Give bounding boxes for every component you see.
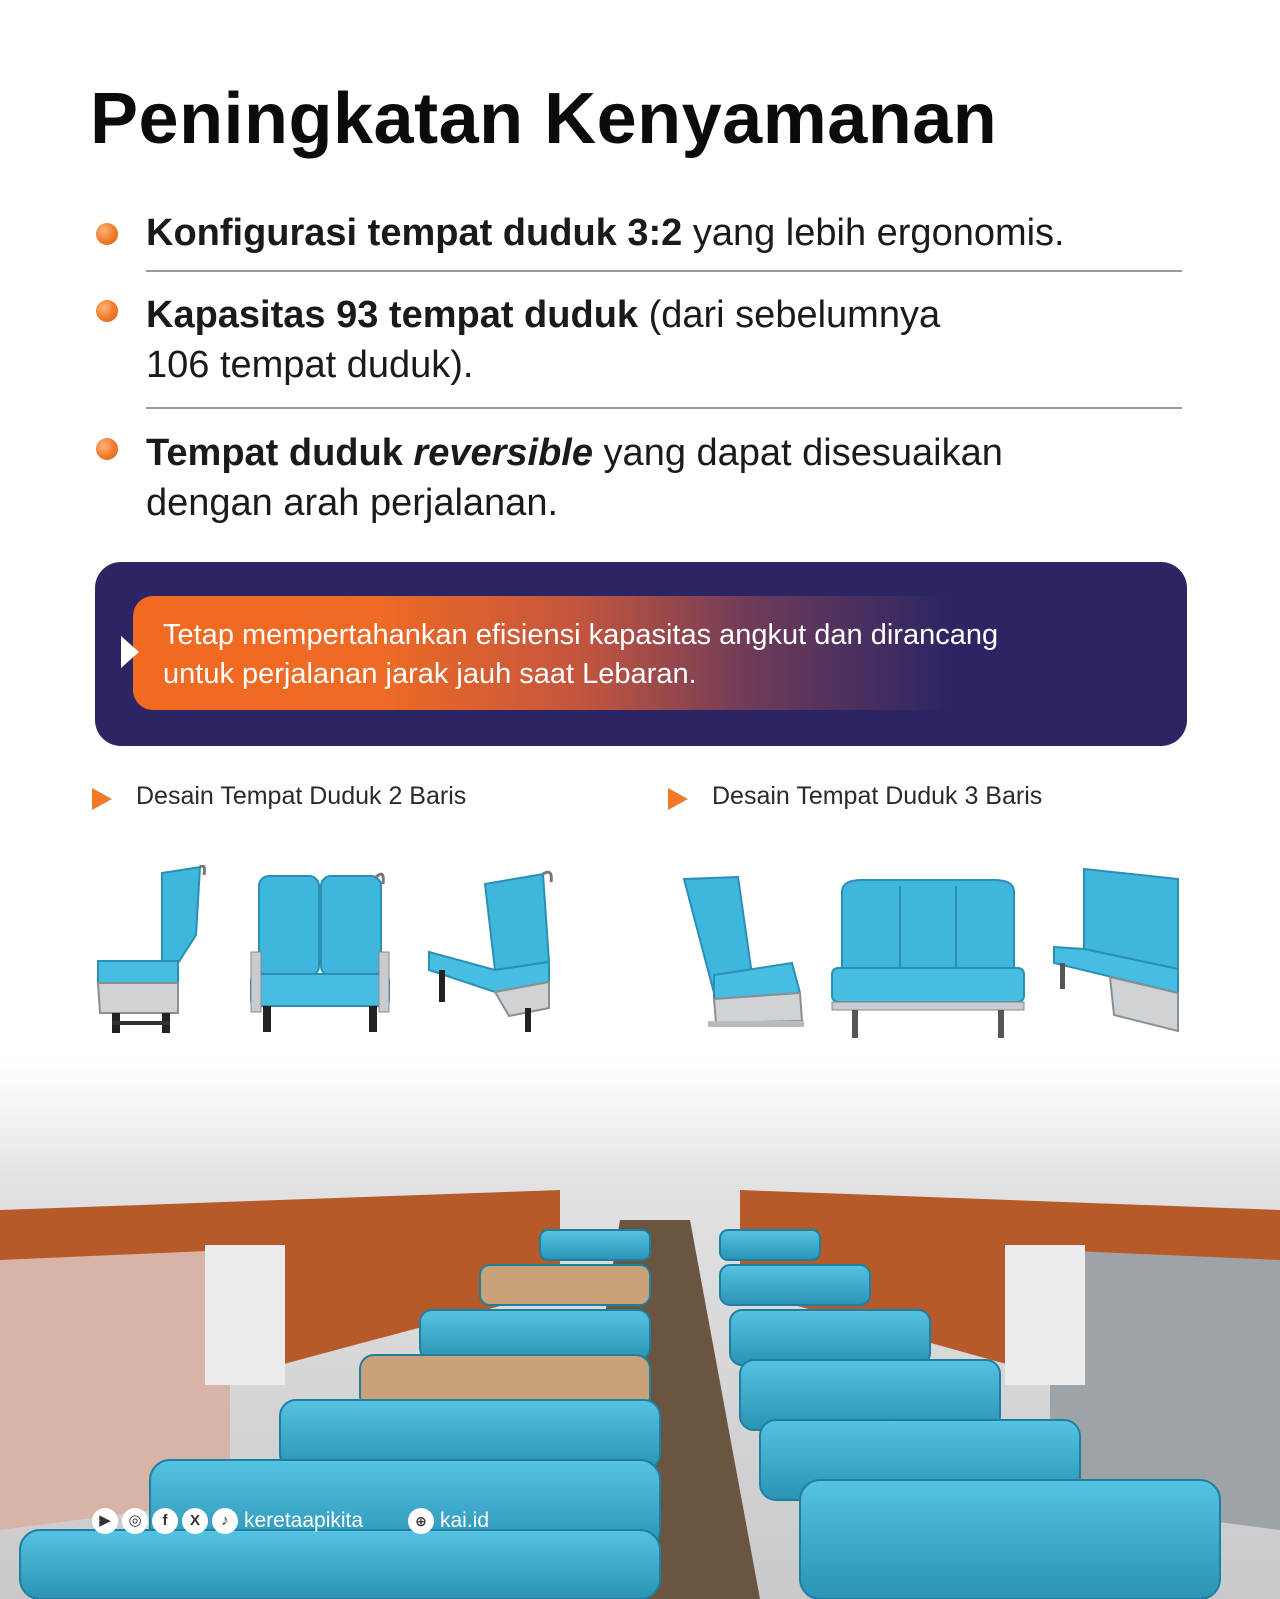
callout-box: [95, 562, 1187, 746]
callout-line1: Tetap mempertahankan efisiensi kapasitas angkut dan dirancang: [163, 619, 999, 651]
callout-text: [163, 616, 1123, 694]
bullet-rest: yang dapat disesuaikan: [593, 432, 1003, 474]
seat-section-label-2-row: [92, 782, 512, 816]
youtube-icon[interactable]: ▶: [92, 1508, 118, 1534]
bullet-text: [146, 208, 1182, 258]
bullet-bold: Tempat duduk: [146, 432, 414, 474]
bullet-item: [90, 428, 1182, 528]
seat-section-label-3-row: [668, 782, 1088, 816]
bullet-line2: dengan arah perjalanan.: [146, 482, 559, 524]
seat-section-label-text: Desain Tempat Duduk 2 Baris: [136, 782, 467, 810]
x-icon[interactable]: X: [182, 1508, 208, 1534]
bullet-bold: Konfigurasi tempat duduk 3:2: [146, 212, 683, 254]
seat-3-row-angled-image: [1050, 865, 1185, 1035]
tiktok-icon[interactable]: ♪: [212, 1508, 238, 1534]
play-arrow-icon: [121, 636, 139, 668]
bullet-rest: (dari sebelumnya: [638, 294, 941, 336]
globe-icon: ⊕: [408, 1508, 434, 1534]
seat-2-row-front-image: [245, 870, 395, 1035]
bullet-dot-icon: [96, 438, 118, 460]
seat-3-row-front-image: [828, 878, 1028, 1043]
divider: [146, 270, 1182, 272]
bullet-bold: Kapasitas 93 tempat duduk: [146, 294, 639, 336]
facebook-icon[interactable]: f: [152, 1508, 178, 1534]
divider: [146, 407, 1182, 409]
bullet-item: [90, 290, 1182, 390]
bullet-text: [146, 428, 1182, 528]
website-link[interactable]: kai.id: [440, 1509, 490, 1532]
bullet-dot-icon: [96, 300, 118, 322]
seat-section-label-text: Desain Tempat Duduk 3 Baris: [712, 782, 1043, 810]
bullet-line2: 106 tempat duduk).: [146, 344, 474, 386]
bullet-rest: yang lebih ergonomis.: [682, 212, 1065, 254]
seat-2-row-angled-image: [425, 870, 565, 1035]
bullet-bold-italic: reversible: [413, 432, 593, 474]
seat-3-row-side-image: [680, 875, 810, 1040]
callout-line2: untuk perjalanan jarak jauh saat Lebaran.: [163, 658, 697, 690]
seat-2-row-side-image: [92, 865, 212, 1035]
play-arrow-icon: [92, 788, 112, 810]
callout-highlight: [133, 596, 1133, 710]
play-arrow-icon: [668, 788, 688, 810]
social-handle[interactable]: keretaapikita: [244, 1509, 364, 1532]
bullet-item: [90, 208, 1182, 260]
bullet-text: [146, 290, 1182, 390]
bullet-dot-icon: [96, 223, 118, 245]
footer: [92, 1508, 532, 1538]
instagram-icon[interactable]: ◎: [122, 1508, 148, 1534]
page-title: Peningkatan Kenyamanan: [90, 79, 998, 159]
